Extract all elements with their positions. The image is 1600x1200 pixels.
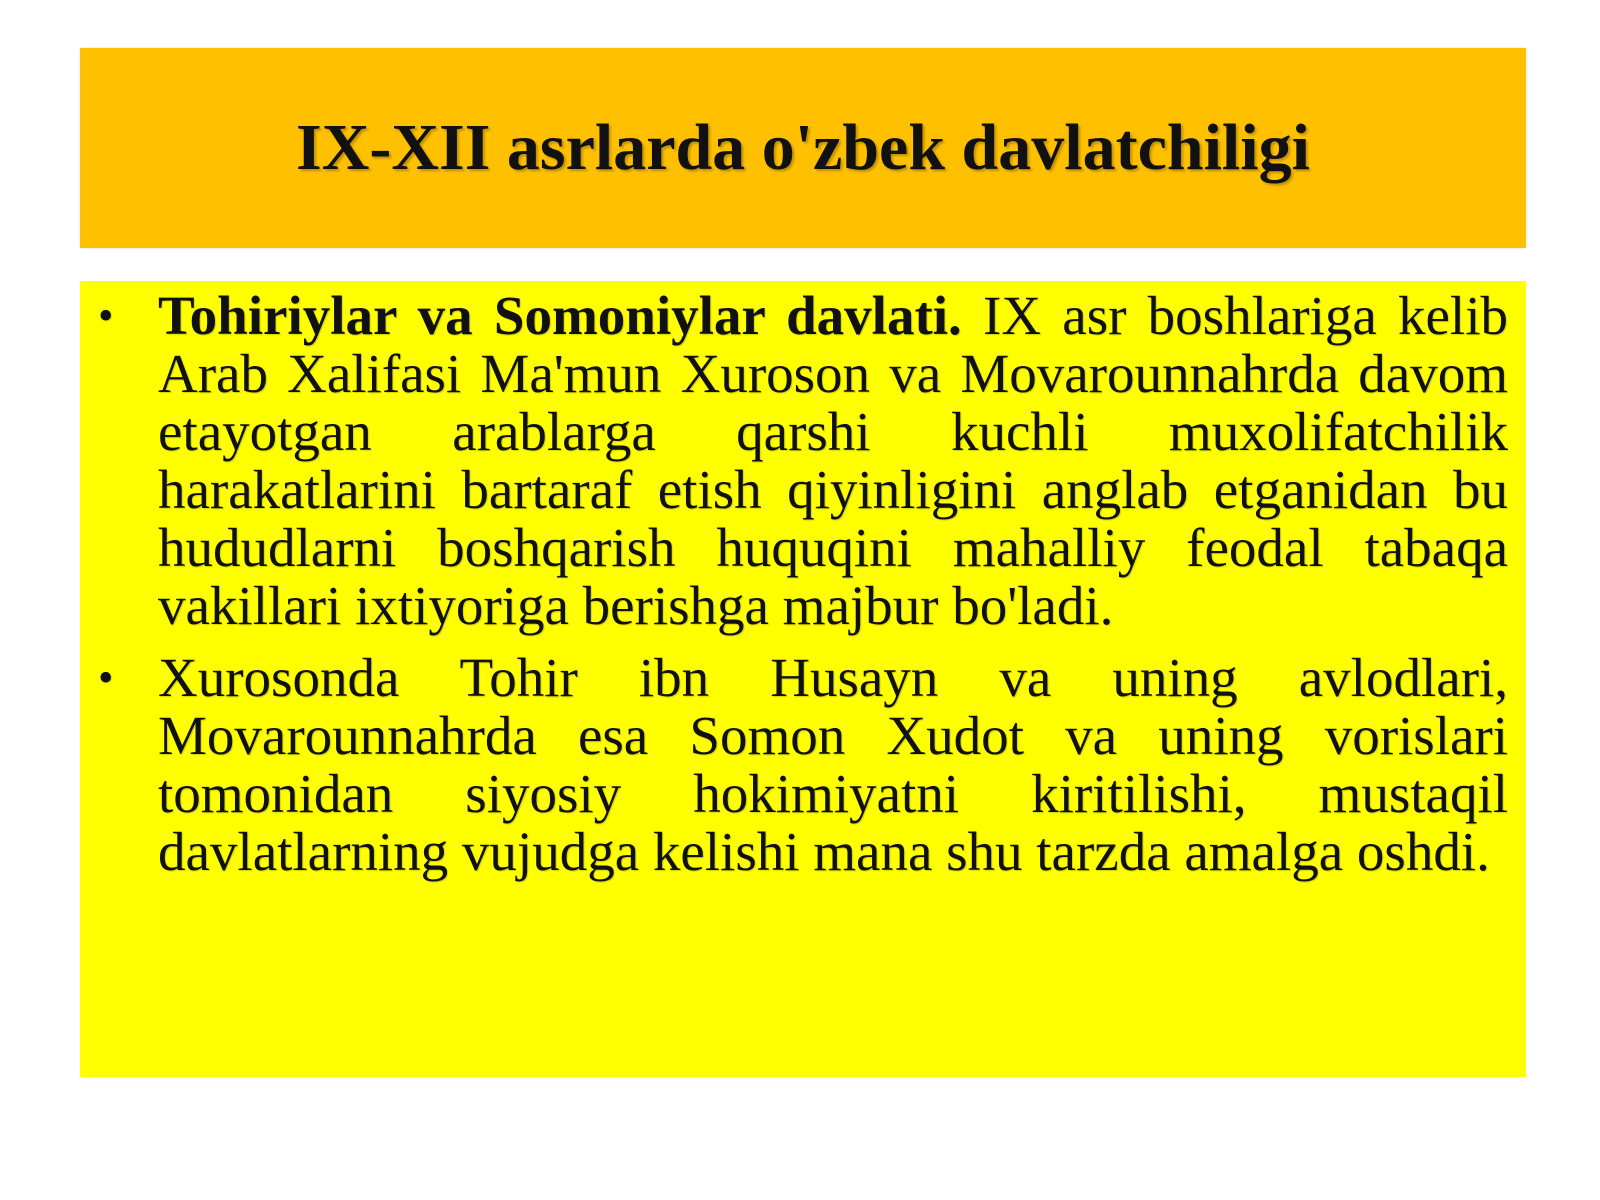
bullet-icon: • bbox=[98, 653, 114, 702]
bullet-body-text: IX asr boshlariga kelib Arab Xalifasi Ma'mun Xuroson va Movarounnahrda davom etayotgan arablarga qarshi kuchli muxolifatchilik harakatlarini bartaraf etish qiyinligini anglab etganidan bu hududlarni boshqarish huquqini mahalliy feodal tabaqa vakillari ixtiyoriga berishga majbur bo'ladi. bbox=[158, 285, 1508, 636]
bullet-item-1 bbox=[80, 281, 1508, 635]
bullet-list bbox=[80, 281, 1508, 881]
slide-title: IX-XII asrlarda o'zbek davlatchiligi bbox=[296, 111, 1310, 184]
title-banner bbox=[80, 48, 1526, 248]
bullet-icon: • bbox=[98, 291, 114, 340]
bullet-body-text: Xurosonda Tohir ibn Husayn va uning avlodlari, Movarounnahrda esa Somon Xudot va uning vorislari tomonidan siyosiy hokimiyatni kiritilishi, mustaqil davlatlarning vujudga kelishi mana shu tarzda amalga oshdi. bbox=[158, 647, 1508, 882]
bullet-lead-text: Tohiriylar va Somoniylar davlati. bbox=[158, 285, 962, 346]
content-panel bbox=[80, 281, 1526, 1077]
bullet-item-2 bbox=[80, 649, 1508, 881]
